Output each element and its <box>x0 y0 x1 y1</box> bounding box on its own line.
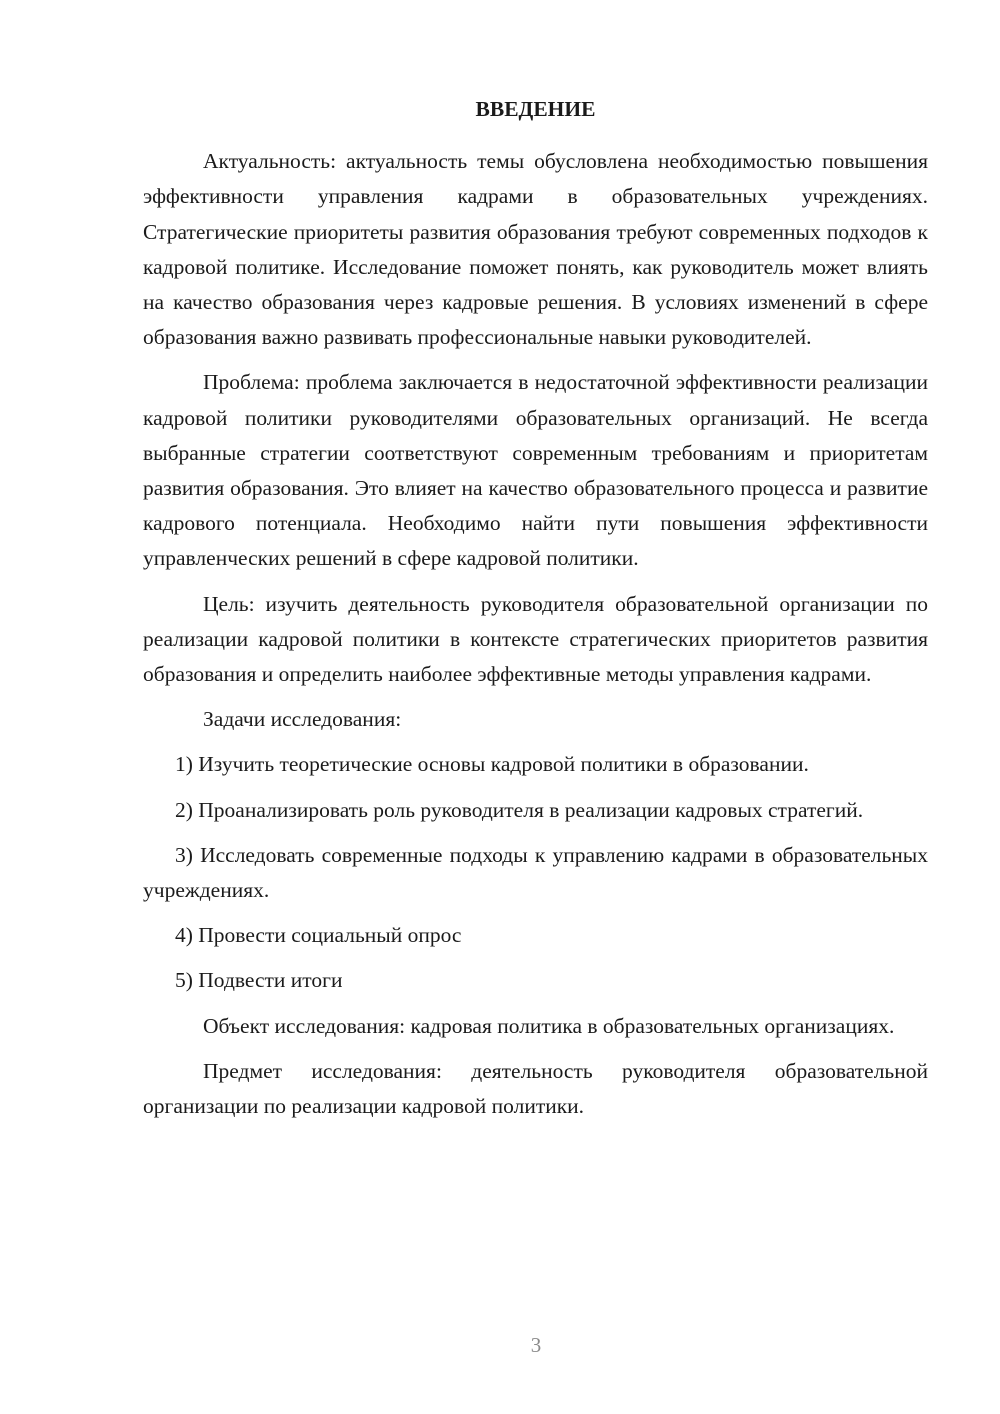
section-title: ВВЕДЕНИЕ <box>475 97 596 121</box>
goal-paragraph: Цель: изучить деятельность руководителя образовательной организации по реализации кадровой политики в контексте стратегических приоритетов развития образования и определить наиболее эффективные методы управления кадрами. <box>143 591 928 687</box>
task-item-3: 3) Исследовать современные подходы к управлению кадрами в образовательных учреждениях. <box>143 842 928 903</box>
task-item-5: 5) Подвести итоги <box>175 968 343 993</box>
page-number: 3 <box>530 1333 542 1357</box>
object-paragraph: Объект исследования: кадровая политика в образовательных организациях. <box>203 1013 895 1038</box>
relevance-paragraph: Актуальность: актуальность темы обусловлена необходимостью повышения эффективности управления кадрами в образовательных учреждениях. Стратегические приоритеты развития образования требуют современных подходов к кадровой политике. Исследование поможет понять, как руководитель может влиять на качество образования через кадровые решения. В условиях изменений в сфере образования важно развивать профессиональные навыки руководителей. <box>143 149 928 350</box>
problem-paragraph: Проблема: проблема заключается в недостаточной эффективности реализации кадровой политики руководителями образовательных организаций. Не всегда выбранные стратегии соответствуют современным требованиям и приоритетам развития образования. Это влияет на качество образовательного процесса и развитие кадрового потенциала. Необходимо найти пути повышения эффективности управленческих решений в сфере кадровой политики. <box>143 370 928 571</box>
task-item-4: 4) Провести социальный опрос <box>175 923 462 948</box>
document-page <box>143 92 928 1134</box>
task-item-1: 1) Изучить теоретические основы кадровой политики в образовании. <box>175 752 809 777</box>
task-item-2: 2) Проанализировать роль руководителя в реализации кадровых стратегий. <box>175 797 864 822</box>
tasks-heading: Задачи исследования: <box>203 707 402 732</box>
subject-paragraph: Предмет исследования: деятельность руководителя образовательной организации по реализации кадровой политики. <box>143 1058 928 1119</box>
